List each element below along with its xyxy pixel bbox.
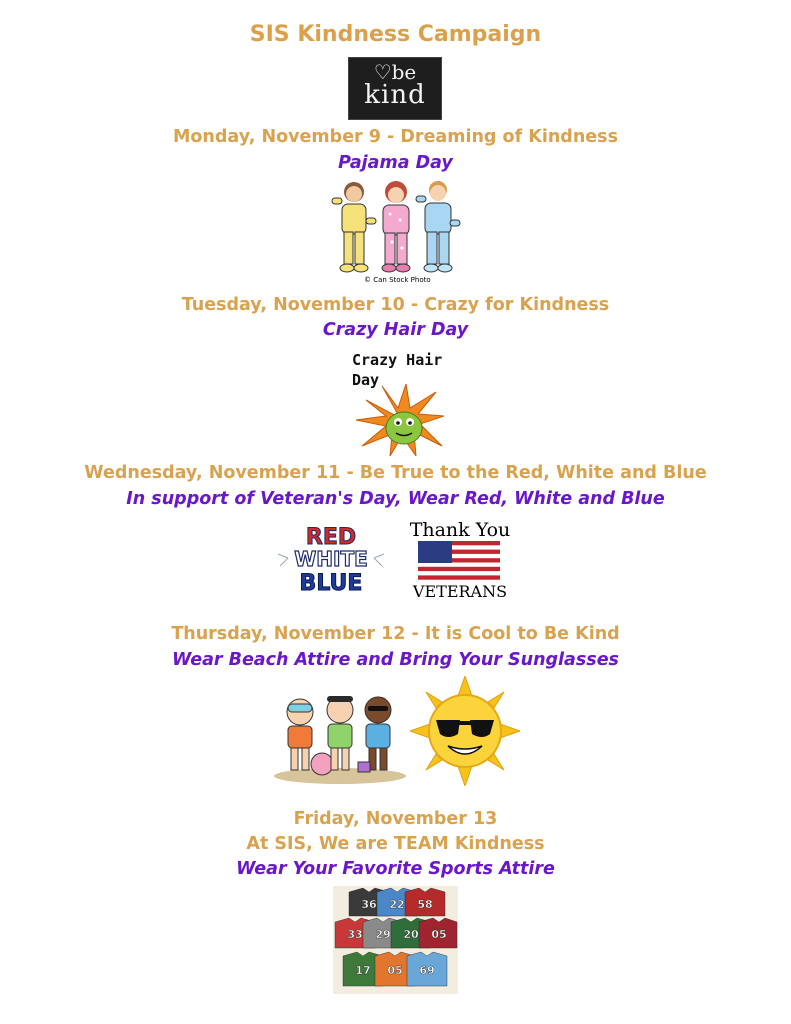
friday-heading: Friday, November 13 bbox=[293, 809, 498, 829]
crazy-hair-line2: Day bbox=[352, 371, 380, 389]
jersey-number: 58 bbox=[417, 898, 433, 911]
crazy-hair-character-icon bbox=[356, 380, 444, 456]
thank-you-veterans-image bbox=[408, 519, 512, 601]
be-kind-logo bbox=[348, 57, 442, 120]
jersey-number: 33 bbox=[347, 928, 363, 941]
monday-heading: Monday, November 9 - Dreaming of Kindness bbox=[173, 127, 618, 147]
wednesday-heading: Wednesday, November 11 - Be True to the Red, White and Blue bbox=[84, 463, 707, 483]
pajama-kids-image bbox=[326, 178, 466, 286]
jersey-number: 17 bbox=[355, 964, 371, 977]
sun-sunglasses-icon bbox=[410, 676, 520, 786]
wednesday-subtitle: In support of Veteran's Day, Wear Red, White and Blue bbox=[126, 489, 665, 509]
tuesday-heading: Tuesday, November 10 - Crazy for Kindness bbox=[181, 295, 610, 315]
image-credit: © Can Stock Photo bbox=[364, 276, 431, 284]
jersey-number: 22 bbox=[389, 898, 405, 911]
page-title: SIS Kindness Campaign bbox=[249, 22, 542, 47]
jersey-number: 05 bbox=[431, 928, 447, 941]
monday-subtitle: Pajama Day bbox=[338, 153, 453, 173]
veterans-text: VETERANS bbox=[412, 582, 508, 601]
jersey-number: 69 bbox=[419, 964, 435, 977]
be-kind-logo-line2: kind bbox=[364, 80, 426, 110]
tuesday-subtitle: Crazy Hair Day bbox=[322, 320, 469, 340]
rwb-blue: BLUE bbox=[299, 571, 363, 596]
jersey-number: 05 bbox=[387, 964, 403, 977]
beach-kids-image bbox=[272, 688, 408, 784]
crazy-hair-line1: Crazy Hair bbox=[352, 351, 443, 369]
friday-heading-2: At SIS, We are TEAM Kindness bbox=[246, 834, 545, 854]
crazy-hair-image bbox=[350, 350, 445, 456]
jersey-number: 20 bbox=[403, 928, 419, 941]
rwb-red: RED bbox=[305, 525, 357, 550]
rwb-white: WHITE bbox=[294, 547, 368, 571]
sports-jerseys-image bbox=[333, 886, 458, 994]
thursday-heading: Thursday, November 12 - It is Cool to Be Kind bbox=[171, 624, 620, 644]
us-flag-icon bbox=[418, 541, 500, 583]
red-white-blue-image bbox=[278, 520, 384, 596]
friday-subtitle: Wear Your Favorite Sports Attire bbox=[236, 859, 555, 879]
jersey-number: 36 bbox=[361, 898, 377, 911]
jersey-number: 29 bbox=[375, 928, 391, 941]
be-kind-logo-line1: ♡be bbox=[373, 60, 417, 84]
thank-you-text: Thank You bbox=[409, 519, 511, 541]
thursday-subtitle: Wear Beach Attire and Bring Your Sunglasses bbox=[172, 650, 619, 670]
